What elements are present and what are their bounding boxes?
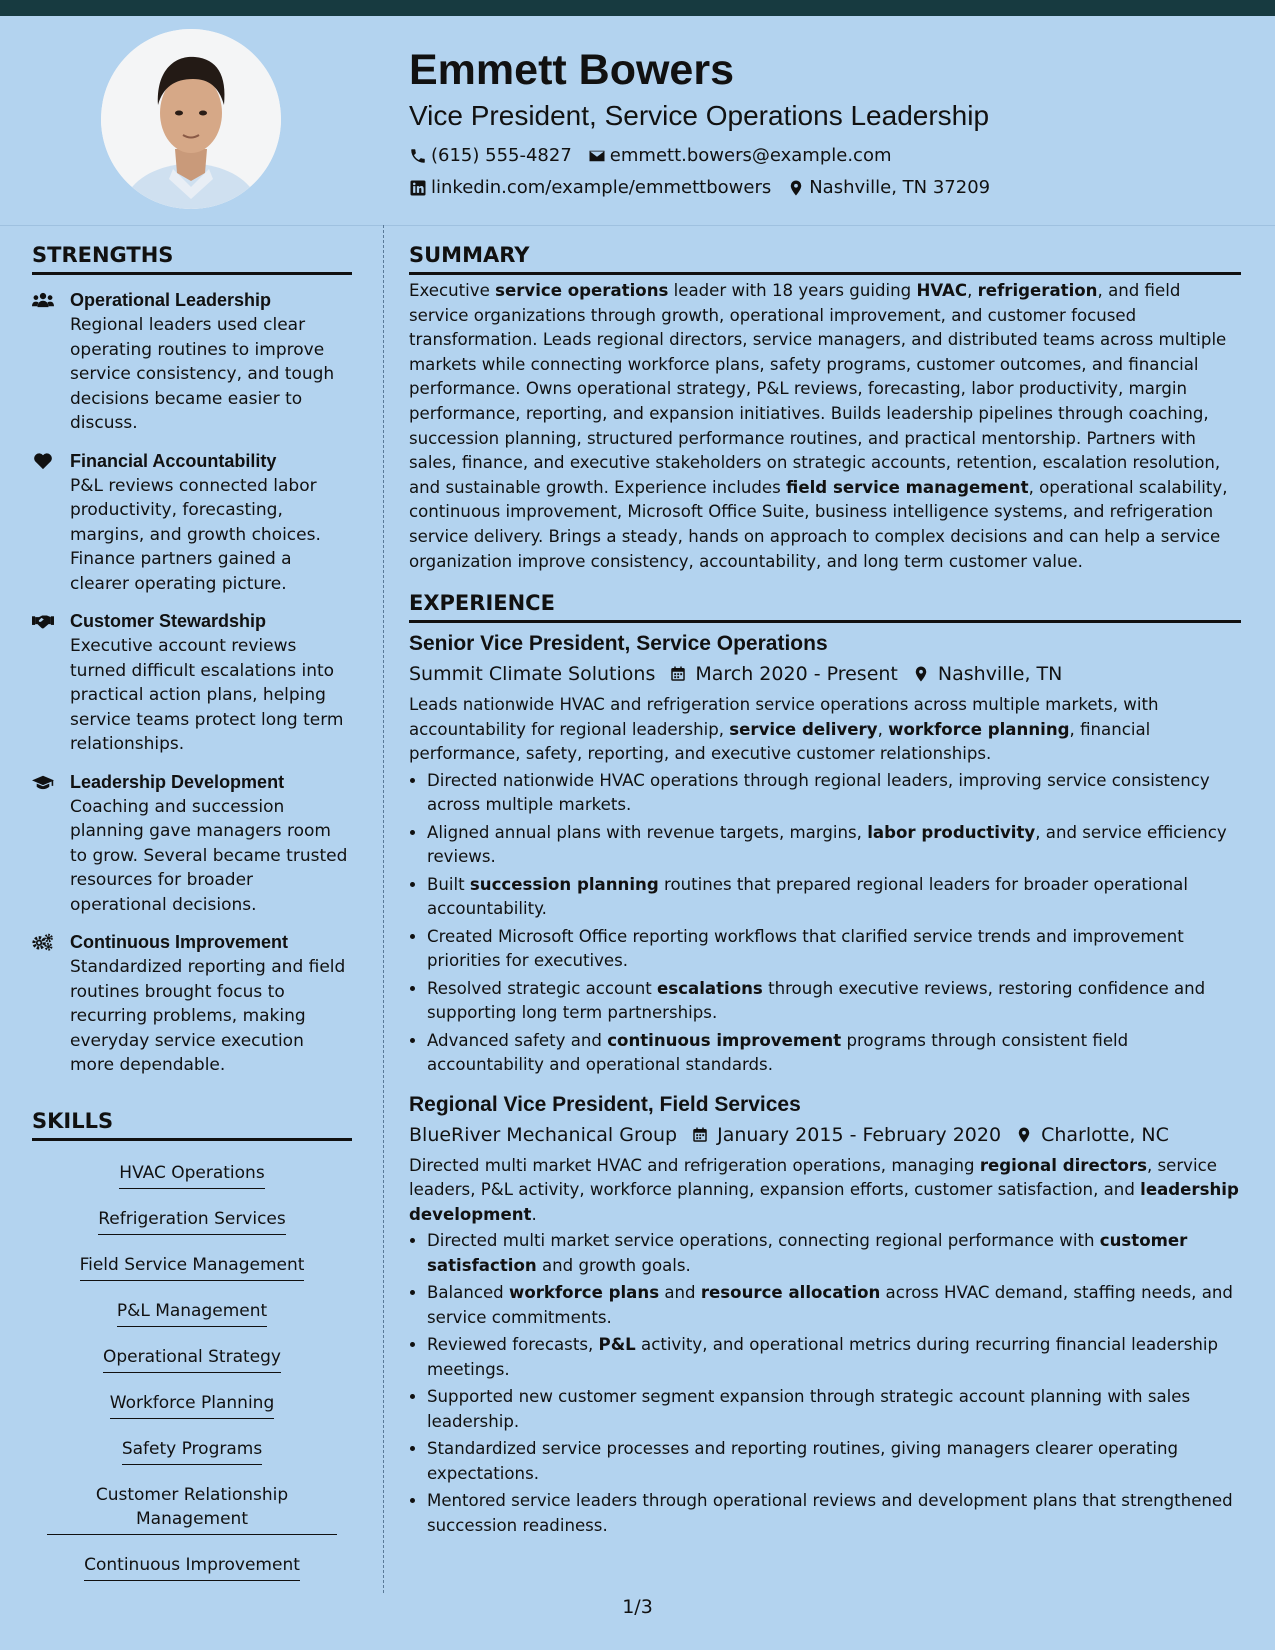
bold-keyword: labor productivity — [867, 822, 1036, 842]
bold-keyword: escalations — [657, 978, 763, 998]
text-segment: , operational scalability, continuous improvement, Microsoft Office Suite, business intelligence systems, and refrigeration service delivery. Brings a steady, hands on approach to complex decisions and can help a service organization improve consistency, accountability, and long term customer value. — [409, 477, 1228, 571]
skill-item: Workforce Planning — [110, 1391, 275, 1419]
skills-heading: SKILLS — [32, 1106, 352, 1141]
job-company: BlueRiver Mechanical Group — [409, 1123, 678, 1146]
job-entry — [409, 1090, 1241, 1539]
job-dates: March 2020 - Present — [695, 663, 898, 686]
strength-desc: Coaching and succession planning gave managers room to grow. Several became trusted resources for broader operational decisions. — [70, 796, 348, 915]
skill-item: P&L Management — [117, 1299, 267, 1327]
job-meta — [409, 659, 1241, 689]
job-bullet — [427, 769, 1241, 818]
contact-row-1 — [409, 140, 1249, 172]
email-text: emmett.bowers@example.com — [609, 145, 892, 166]
job-location: Nashville, TN — [937, 663, 1063, 686]
header-divider — [0, 225, 1275, 226]
bold-keyword: workforce plans — [509, 1283, 660, 1303]
text-segment: , — [967, 281, 978, 300]
resume-header — [409, 40, 1249, 204]
text-segment: and growth goals. — [536, 1255, 691, 1275]
skill-item: Field Service Management — [80, 1253, 305, 1281]
bold-keyword: service delivery — [729, 719, 878, 739]
job-bullet — [427, 1281, 1241, 1330]
contact-linkedin[interactable] — [409, 172, 771, 204]
strength-desc: P&L reviews connected labor productivity, forecasting, margins, and growth choices. Finance partners gained a clearer operating picture. — [70, 475, 321, 594]
text-segment: across HVAC demand, staffing needs, and service commitments. — [427, 1283, 1233, 1327]
strength-item — [32, 287, 352, 436]
strength-item — [32, 448, 352, 597]
job-title: Senior Vice President, Service Operations — [409, 632, 828, 656]
skill-item: Continuous Improvement — [84, 1553, 300, 1581]
text-segment: Directed multi market service operations, connecting regional performance with — [427, 1231, 1100, 1251]
contact-phone[interactable] — [409, 140, 572, 172]
text-segment: Supported new customer segment expansion through strategic account planning with sales leadership. — [427, 1387, 1191, 1431]
calendar-icon — [691, 1126, 709, 1144]
skill-item: Operational Strategy — [103, 1345, 281, 1373]
contact-email[interactable] — [588, 140, 892, 172]
bold-keyword: field service management — [786, 477, 1029, 497]
job-entry — [409, 629, 1241, 1078]
strength-desc: Standardized reporting and field routines brought focus to recurring problems, making everyday service execution more dependable. — [70, 957, 346, 1075]
strength-item — [32, 929, 352, 1078]
job-bullet — [427, 821, 1241, 870]
experience-list — [409, 629, 1241, 1538]
job-description — [409, 693, 1241, 767]
text-segment: Created Microsoft Office reporting workflows that clarified service trends and improvement priorities for executives. — [427, 926, 1184, 971]
text-segment: . — [531, 1204, 537, 1224]
bold-keyword: leadership development — [409, 1180, 1239, 1224]
text-segment: leader with 18 years guiding — [668, 281, 917, 300]
heart-icon — [32, 452, 54, 470]
job-bullets — [409, 769, 1241, 1078]
job-bullet — [427, 1437, 1241, 1486]
text-segment: , service leaders, P&L activity, workforce planning, expansion efforts, customer satisfaction, and — [409, 1155, 1217, 1200]
job-bullet — [427, 1385, 1241, 1434]
text-segment: , and field service organizations through growth, operational improvement, and customer focused transformation. Leads regional directors, service managers, and distributed teams across multiple markets while connecting workforce plans, safety programs, customer outcomes, and financial performance. Owns operational strategy, P&L reviews, forecasting, labor productivity, margin performance, reporting, and expansion initiatives. Builds leadership pipelines through coaching, succession planning, structured performance routines, and practical mentorship. Partners with sales, finance, and executive stakeholders on strategic accounts, retention, escalation resolution, and sustainable growth. Experience includes — [409, 281, 1227, 497]
bold-keyword: refrigeration — [977, 281, 1098, 300]
bold-keyword: regional directors — [979, 1155, 1147, 1175]
experience-heading: EXPERIENCE — [409, 588, 1241, 623]
text-segment: , and service efficiency reviews. — [427, 822, 1227, 867]
phone-icon — [409, 147, 427, 165]
job-title: Regional Vice President, Field Services — [409, 1092, 801, 1116]
top-accent-bar — [0, 0, 1275, 16]
map-pin-icon — [787, 179, 805, 197]
skill-item: Customer Relationship Management — [47, 1483, 337, 1535]
map-pin-icon — [1015, 1126, 1033, 1144]
text-segment: programs through consistent field accountability and operational standards. — [427, 1030, 1129, 1075]
strength-item — [32, 769, 352, 918]
graduation-cap-icon — [32, 773, 54, 791]
strengths-list — [32, 287, 352, 1078]
strength-title: Leadership Development — [70, 771, 285, 792]
strength-desc: Regional leaders used clear operating routines to improve service consistency, and tough decisions became easier to discuss. — [70, 315, 335, 433]
skill-item: Safety Programs — [122, 1437, 262, 1465]
text-segment: through executive reviews, restoring confidence and supporting long term partnerships. — [427, 978, 1206, 1023]
job-description — [409, 1154, 1241, 1228]
candidate-name: Emmett Bowers — [409, 46, 734, 94]
job-dates: January 2015 - February 2020 — [717, 1123, 1002, 1146]
job-bullet — [427, 1229, 1241, 1278]
strength-title: Operational Leadership — [70, 290, 272, 310]
map-pin-icon — [912, 665, 930, 683]
text-segment: Directed nationwide HVAC operations through regional leaders, improving service consistency across multiple markets. — [427, 770, 1210, 815]
calendar-icon — [669, 665, 687, 683]
skills-list — [32, 1151, 352, 1589]
job-bullet — [427, 873, 1241, 922]
bold-keyword: P&L — [598, 1335, 636, 1355]
page-number: 1/3 — [622, 1596, 653, 1618]
portrait-icon — [101, 29, 281, 209]
bold-keyword: HVAC — [916, 281, 968, 300]
phone-text: (615) 555-4827 — [431, 145, 572, 166]
text-segment: routines that prepared regional leaders for broader operational accountability. — [427, 874, 1188, 919]
strength-desc: Executive account reviews turned difficult escalations into practical action plans, helping service teams protect long term relationships. — [70, 636, 344, 754]
job-bullets — [409, 1229, 1241, 1538]
envelope-icon — [588, 147, 606, 165]
text-segment: Leads nationwide HVAC and refrigeration service operations across multiple markets, with accountability for regional leadership, — [409, 695, 1159, 739]
job-bullet — [427, 977, 1241, 1026]
bold-keyword: succession planning — [469, 874, 659, 894]
text-segment: Reviewed forecasts, — [427, 1335, 599, 1355]
text-segment: Resolved strategic account — [427, 978, 658, 998]
column-divider — [383, 225, 384, 1593]
text-segment: Executive — [409, 281, 496, 300]
gears-icon — [32, 933, 54, 951]
text-segment: activity, and operational metrics during recurring financial leadership meetings. — [427, 1335, 1219, 1379]
job-bullet — [427, 1333, 1241, 1382]
job-location: Charlotte, NC — [1041, 1123, 1169, 1146]
skill-item: Refrigeration Services — [98, 1207, 286, 1235]
strength-item — [32, 608, 352, 757]
main-column — [409, 240, 1241, 1541]
text-segment: , — [877, 719, 889, 739]
location-text: Nashville, TN 37209 — [809, 177, 991, 198]
users-icon — [32, 291, 54, 309]
job-bullet — [427, 925, 1241, 974]
summary-heading: SUMMARY — [409, 240, 1241, 275]
bold-keyword: customer satisfaction — [427, 1231, 1188, 1275]
linkedin-text: linkedin.com/example/emmettbowers — [431, 177, 772, 198]
candidate-title: Vice President, Service Operations Leadership — [409, 100, 990, 131]
linkedin-icon — [409, 179, 427, 197]
strength-title: Customer Stewardship — [70, 611, 267, 631]
bold-keyword: resource allocation — [700, 1283, 881, 1303]
summary-text — [409, 279, 1241, 574]
sidebar — [32, 240, 352, 1589]
text-segment: Balanced — [427, 1283, 509, 1303]
contact-location — [787, 172, 990, 204]
text-segment: Standardized service processes and reporting routines, giving managers clearer operating expectations. — [427, 1439, 1179, 1483]
strength-title: Financial Accountability — [70, 450, 277, 471]
job-bullet — [427, 1489, 1241, 1538]
text-segment: Built — [427, 874, 470, 894]
handshake-icon — [32, 612, 54, 630]
job-company: Summit Climate Solutions — [409, 663, 656, 686]
strength-title: Continuous Improvement — [70, 932, 289, 952]
text-segment: and — [659, 1283, 701, 1303]
skill-item: HVAC Operations — [119, 1161, 264, 1189]
text-segment: Aligned annual plans with revenue targets, margins, — [427, 822, 868, 842]
bold-keyword: workforce planning — [888, 719, 1070, 739]
bold-keyword: service operations — [495, 281, 669, 300]
strengths-heading: STRENGTHS — [32, 240, 352, 275]
bold-keyword: continuous improvement — [607, 1030, 842, 1050]
job-meta — [409, 1120, 1241, 1150]
text-segment: Mentored service leaders through operational reviews and development plans that strengthened succession readiness. — [427, 1491, 1233, 1535]
contact-row-2 — [409, 172, 1249, 204]
text-segment: Advanced safety and — [427, 1030, 608, 1050]
job-bullet — [427, 1029, 1241, 1078]
text-segment: Directed multi market HVAC and refrigeration operations, managing — [409, 1155, 980, 1175]
text-segment: , financial performance, safety, reporting, and executive customer relationships. — [409, 719, 1151, 764]
profile-photo — [101, 29, 281, 209]
